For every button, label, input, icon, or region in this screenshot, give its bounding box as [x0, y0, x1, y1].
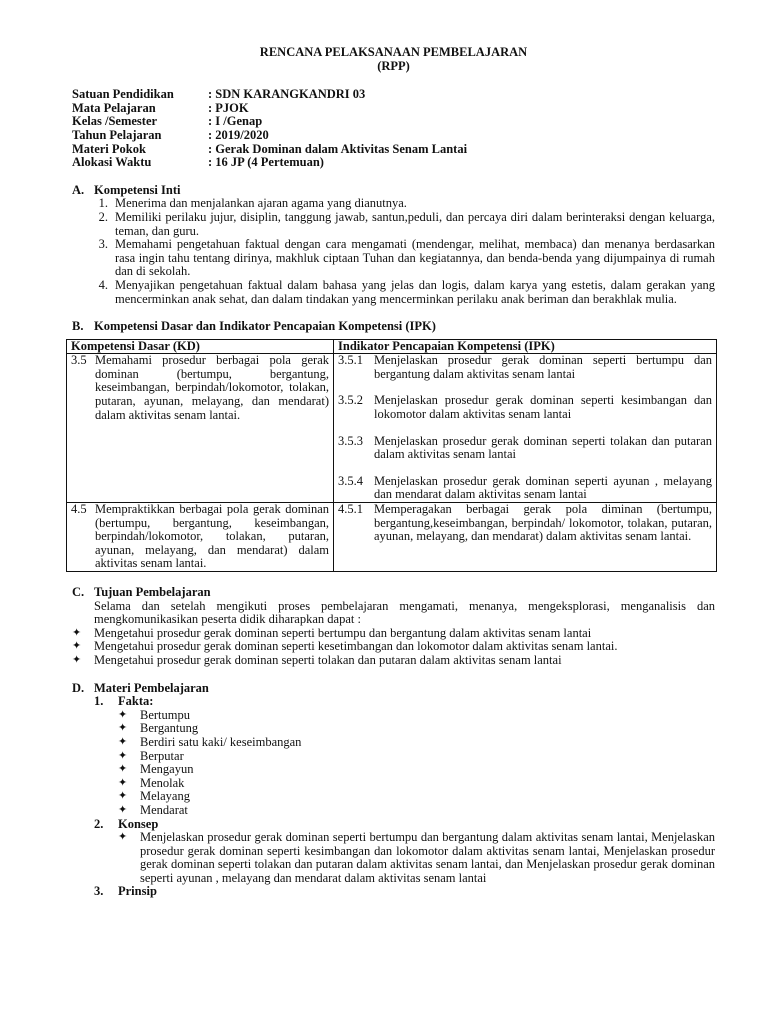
list-item — [72, 279, 715, 306]
doc-title: RENCANA PELAKSANAAN PEMBELAJARAN — [259, 45, 528, 59]
info-row — [72, 88, 715, 102]
plus-bullet-icon: ✦ — [118, 722, 128, 735]
section-b-heading — [72, 320, 715, 334]
info-label: Tahun Pelajaran — [72, 127, 162, 142]
info-label: Kelas /Semester — [72, 114, 158, 129]
list-item — [72, 211, 715, 238]
kd-cell — [67, 503, 334, 572]
fakta-heading — [94, 695, 715, 709]
item-text: Menjelaskan prosedur gerak dominan seperti bertumpu dan bergantung dalam aktivitas senam lantai, Menjelaskan prosedur gerak dominan seperti kesimbangan dan lokomotor dalam aktivitas senam lantai, Menjelaskan prosedur gerak dominan seperti tolakan dan putaran dalam aktivitas senam lantai, dan Menjelaskan prosedur gerak dominan seperti ayunan , melayang dan mendarat dalam aktivitas senam lantai — [140, 830, 715, 885]
section-d-heading — [72, 682, 715, 696]
list-item — [118, 736, 715, 750]
kd-text: Mempraktikkan berbagai pola gerak dominan (bertumpu, bergantung, keseimbangan, berpindah/lokomotor, tolakan, putaran, ayunan, melayang, dan mendarat) dalam aktivitas senam lantai. — [95, 502, 329, 571]
ipk-text: Menjelaskan prosedur gerak dominan seperti tolakan dan putaran dalam aktivitas senam lantai — [374, 433, 712, 462]
doc-subtitle: (RPP) — [377, 58, 410, 73]
list-item — [118, 763, 715, 777]
item-text: Bergantung — [140, 721, 199, 736]
item-text: Mengetahui prosedur gerak dominan seperti bertumpu dan bergantung dalam aktivitas senam lantai — [94, 625, 592, 640]
kd-text: Memahami prosedur berbagai pola gerak dominan (bertumpu, bergantung, keseimbangan, berpindah/lokomotor, tolakan, putaran, ayunan, melayang, dan mendarat) dalam aktivitas senam lantai. — [95, 353, 329, 422]
section-title: Kompetensi Dasar dan Indikator Pencapaian Kompetensi (IPK) — [94, 319, 436, 334]
list-item — [118, 804, 715, 818]
section-a-heading — [72, 184, 715, 198]
list-item — [72, 197, 715, 211]
info-value: : I /Genap — [208, 114, 263, 129]
sub-number: 1. — [94, 694, 104, 709]
plus-bullet-icon: ✦ — [72, 653, 82, 666]
plus-bullet-icon: ✦ — [118, 708, 128, 721]
item-number: 3. — [98, 237, 108, 252]
item-text: Mengayun — [140, 762, 194, 777]
item-text: Mendarat — [140, 802, 188, 817]
ipk-text: Menjelaskan prosedur gerak dominan seperti kesimbangan dan lokomotor dalam aktivitas senam lantai — [374, 393, 712, 422]
section-letter: C. — [72, 585, 85, 599]
list-item — [118, 790, 715, 804]
info-value: : PJOK — [208, 100, 249, 115]
list-item — [118, 750, 715, 764]
table-row — [67, 503, 717, 572]
info-label: Materi Pokok — [72, 141, 146, 156]
section-letter: A. — [72, 182, 85, 197]
section-letter: B. — [72, 319, 84, 334]
ipk-text: Memperagakan berbagai gerak pola diminan (bertumpu, bergantung,keseimbangan, berpindah/ lokomotor, tolakan, putaran, ayunan, melayang, dan mendarat) dalam aktivitas senam lantai. — [374, 502, 712, 544]
section-c-heading — [72, 586, 715, 600]
section-title: Kompetensi Inti — [94, 182, 181, 197]
kd-item — [71, 354, 329, 422]
info-value: : 2019/2020 — [208, 127, 269, 142]
plus-bullet-icon: ✦ — [118, 790, 128, 803]
ipk-number: 3.5.3 — [338, 433, 363, 448]
kd-number: 4.5 — [71, 502, 87, 517]
section-letter: D. — [72, 680, 85, 695]
tujuan-list — [72, 627, 715, 668]
plus-bullet-icon: ✦ — [72, 640, 82, 653]
info-value: : 16 JP (4 Pertemuan) — [208, 155, 324, 170]
list-item — [118, 777, 715, 791]
ipk-item — [338, 435, 712, 462]
item-text: Bertumpu — [140, 707, 190, 722]
item-text: Berputar — [140, 748, 184, 763]
info-label: Satuan Pendidikan — [72, 87, 174, 102]
ipk-cell — [334, 354, 717, 503]
info-value: : Gerak Dominan dalam Aktivitas Senam Lantai — [208, 141, 468, 156]
prinsip-heading — [94, 885, 715, 899]
sub-number: 3. — [94, 884, 104, 899]
item-text: Mengetahui prosedur gerak dominan seperti kesetimbangan dan lokomotor dalam aktivitas senam lantai. — [94, 639, 618, 654]
item-text: Berdiri satu kaki/ keseimbangan — [140, 734, 302, 749]
fakta-list — [118, 709, 715, 818]
item-text: Memahami pengetahuan faktual dengan cara mengamati (mendengar, melihat, membaca) dan menanya berdasarkan rasa ingin tahu tentang dirinya, makhluk ciptaan Tuhan dan kegiatannya, dan benda-benda yang dijumpainya di rumah dan di sekolah. — [115, 237, 715, 279]
item-number: 4. — [98, 277, 108, 292]
section-title: Materi Pembelajaran — [94, 680, 209, 695]
plus-bullet-icon: ✦ — [118, 803, 128, 816]
info-row — [72, 156, 715, 170]
list-item — [118, 722, 715, 736]
ipk-text: Menjelaskan prosedur gerak dominan seperti ayunan , melayang dan mendarat dalam aktivitas senam lantai — [374, 473, 712, 502]
item-text: Mengetahui prosedur gerak dominan seperti tolakan dan putaran dalam aktivitas senam lantai — [94, 652, 562, 667]
item-number: 1. — [98, 196, 108, 211]
plus-bullet-icon: ✦ — [72, 626, 82, 639]
list-item — [118, 709, 715, 723]
ipk-cell — [334, 503, 717, 572]
kd-number: 3.5 — [71, 353, 87, 368]
ipk-number: 3.5.1 — [338, 353, 363, 368]
table-header-row — [67, 339, 717, 354]
ipk-item — [338, 475, 712, 502]
col-ipk-header: Indikator Pencapaian Kompetensi (IPK) — [334, 339, 717, 354]
info-label: Mata Pelajaran — [72, 100, 156, 115]
ipk-item — [338, 394, 712, 421]
konsep-heading — [94, 818, 715, 832]
sub-title: Konsep — [118, 816, 159, 831]
kompetensi-inti-list — [72, 197, 715, 306]
item-text: Menolak — [140, 775, 185, 790]
sub-title: Prinsip — [118, 884, 157, 899]
ipk-number: 4.5.1 — [338, 502, 363, 517]
list-item — [72, 627, 715, 641]
info-row — [72, 143, 715, 157]
item-text: Menyajikan pengetahuan faktual dalam bahasa yang jelas dan logis, dalam karya yang estetis, dalam gerakan yang mencerminkan anak sehat, dan dalam tindakan yang mencerminkan perilaku anak beriman dan berakhlak mulia. — [115, 277, 715, 306]
plus-bullet-icon: ✦ — [118, 735, 128, 748]
item-number: 2. — [98, 209, 108, 224]
item-text: Melayang — [140, 789, 190, 804]
list-item — [72, 654, 715, 668]
ipk-number: 3.5.2 — [338, 393, 363, 408]
table-row — [67, 354, 717, 503]
list-item — [118, 831, 715, 885]
document-page — [72, 46, 715, 899]
fakta-block — [94, 695, 715, 899]
konsep-list — [118, 831, 715, 885]
col-kd-header: Kompetensi Dasar (KD) — [67, 339, 334, 354]
tujuan-intro: Selama dan setelah mengikuti proses pembelajaran mengamati, menanya, mengeksplorasi, menganalisis dan mengkomunikasikan peserta didik diharapkan dapat : — [94, 598, 715, 627]
kd-cell — [67, 354, 334, 503]
info-row — [72, 129, 715, 143]
section-title: Tujuan Pembelajaran — [94, 585, 211, 599]
sub-number: 2. — [94, 816, 104, 831]
info-label: Alokasi Waktu — [72, 155, 152, 170]
info-row — [72, 102, 715, 116]
plus-bullet-icon: ✦ — [118, 776, 128, 789]
item-text: Menerima dan menjalankan ajaran agama yang dianutnya. — [115, 196, 407, 211]
info-row — [72, 115, 715, 129]
list-item — [72, 640, 715, 654]
plus-bullet-icon: ✦ — [118, 763, 128, 776]
list-item — [72, 238, 715, 279]
plus-bullet-icon: ✦ — [118, 749, 128, 762]
ipk-item — [338, 503, 712, 544]
plus-bullet-icon: ✦ — [118, 831, 128, 844]
info-block — [72, 88, 715, 170]
item-text: Memiliki perilaku jujur, disiplin, tanggung jawab, santun,peduli, dan percaya diri dalam berinteraksi dengan keluarga, teman, dan guru. — [115, 209, 715, 238]
ipk-item — [338, 354, 712, 381]
ipk-text: Menjelaskan prosedur gerak dominan seperti bertumpu dan bergantung dalam aktivitas senam lantai — [374, 353, 712, 381]
ipk-number: 3.5.4 — [338, 473, 363, 488]
info-value: : SDN KARANGKANDRI 03 — [208, 87, 366, 102]
kd-ipk-table — [66, 339, 717, 572]
kd-item — [71, 503, 329, 571]
sub-title: Fakta: — [118, 694, 154, 709]
